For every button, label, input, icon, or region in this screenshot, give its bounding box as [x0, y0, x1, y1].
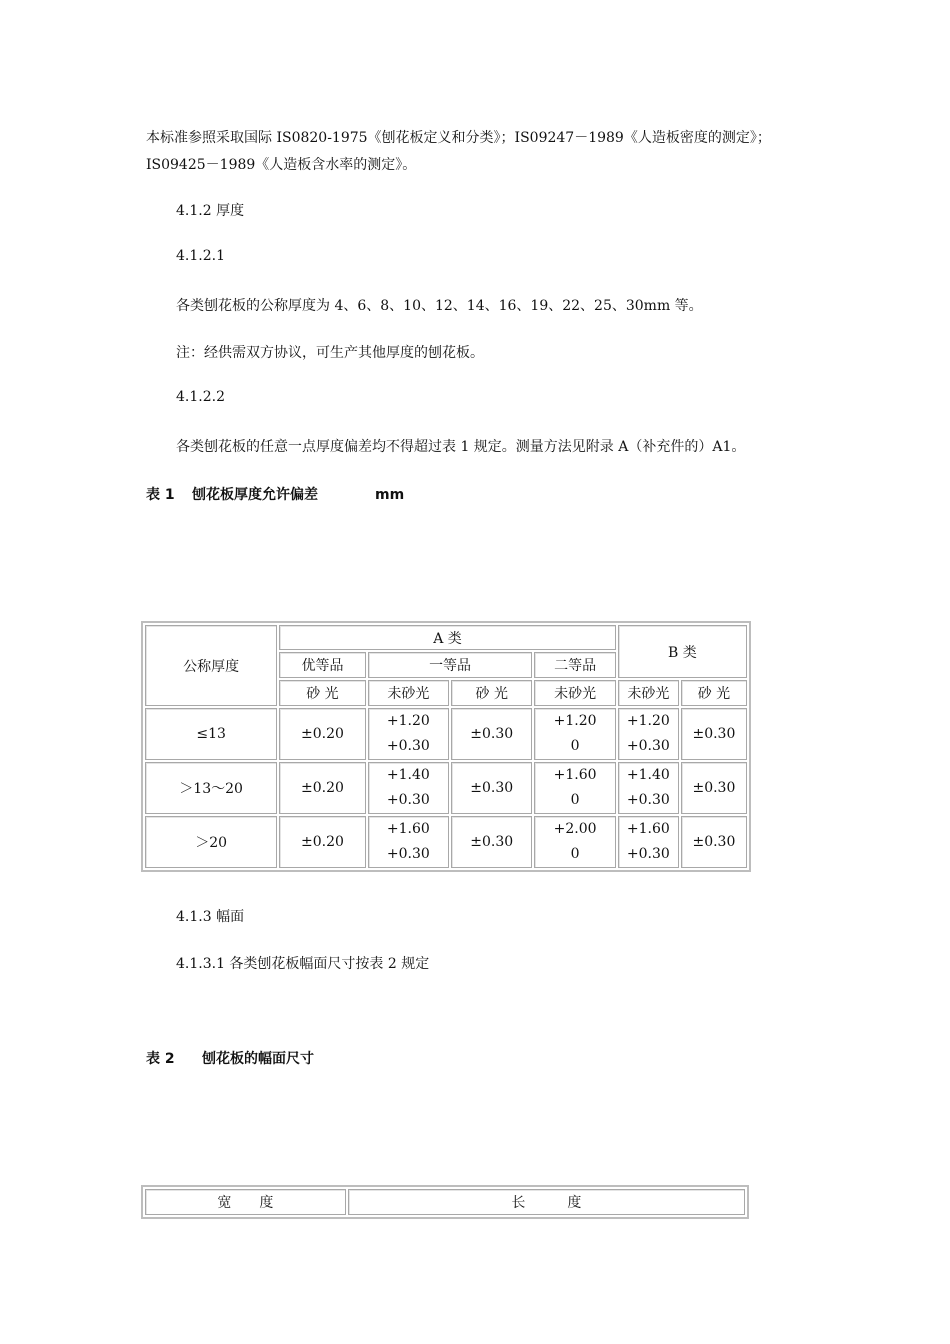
table1-caption-number: 表 1	[146, 487, 175, 503]
section-4-1-3-heading: 4.1.3 幅面	[176, 909, 245, 925]
panel-size-table	[141, 1185, 749, 1219]
header-class-a: A 类	[279, 625, 616, 650]
section-4-1-3-1-text: 4.1.3.1 各类刨花板幅面尺寸按表 2 规定	[176, 956, 430, 972]
section-4-1-2-1-heading: 4.1.2.1	[176, 248, 225, 264]
note-text: 注：经供需双方协议，可生产其他厚度的刨花板。	[176, 345, 484, 361]
value-lower: +0.30	[386, 792, 430, 808]
value-cell	[534, 762, 615, 814]
value-upper: +1.40	[386, 767, 430, 783]
table2-caption-title: 刨花板的幅面尺寸	[202, 1051, 314, 1067]
thickness-cell: ≤13	[145, 708, 277, 760]
section-4-1-2-2-text: 各类刨花板的任意一点厚度偏差均不得超过表 1 规定。测量方法见附录 A（补充件的）A1。	[176, 439, 746, 455]
value-cell: ±0.30	[681, 816, 747, 868]
value-cell: ±0.30	[451, 762, 532, 814]
value-upper: +1.20	[626, 713, 670, 729]
section-4-1-2-heading: 4.1.2 厚度	[176, 203, 245, 219]
value-upper: +2.00	[553, 821, 597, 837]
header-unsanded: 未砂光	[618, 680, 679, 706]
header-unsanded: 未砂光	[368, 680, 449, 706]
table1-caption-unit: mm	[375, 487, 405, 503]
section-4-1-2-1-text: 各类刨花板的公称厚度为 4、6、8、10、12、14、16、19、22、25、30mm 等。	[176, 298, 703, 314]
value-cell	[618, 762, 679, 814]
value-upper: +1.20	[553, 713, 597, 729]
value-cell: ±0.20	[279, 708, 365, 760]
value-upper: +1.20	[386, 713, 430, 729]
header-width: 宽 度	[145, 1189, 346, 1215]
value-lower: 0	[570, 792, 580, 808]
value-lower: +0.30	[386, 846, 430, 862]
table1-caption-title: 刨花板厚度允许偏差	[192, 487, 318, 503]
value-upper: +1.40	[626, 767, 670, 783]
value-cell	[368, 762, 449, 814]
value-lower: +0.30	[626, 846, 670, 862]
header-sanded: 砂 光	[681, 680, 747, 706]
table-row	[145, 708, 747, 760]
thickness-cell: ＞20	[145, 816, 277, 868]
header-sanded: 砂 光	[279, 680, 365, 706]
intro-line-2: IS09425－1989《人造板含水率的测定》。	[146, 157, 417, 173]
value-cell	[618, 708, 679, 760]
header-superior-grade: 优等品	[279, 652, 365, 678]
table-row	[145, 762, 747, 814]
value-cell: ±0.20	[279, 762, 365, 814]
value-cell	[368, 708, 449, 760]
thickness-cell: ＞13～20	[145, 762, 277, 814]
value-lower: 0	[570, 738, 580, 754]
value-upper: +1.60	[626, 821, 670, 837]
value-cell	[534, 816, 615, 868]
value-cell	[534, 708, 615, 760]
value-cell: ±0.20	[279, 816, 365, 868]
value-cell: ±0.30	[681, 708, 747, 760]
header-unsanded: 未砂光	[534, 680, 615, 706]
value-cell: ±0.30	[681, 762, 747, 814]
value-upper: +1.60	[386, 821, 430, 837]
value-cell	[618, 816, 679, 868]
value-cell: ±0.30	[451, 708, 532, 760]
value-lower: +0.30	[626, 792, 670, 808]
table2-caption-number: 表 2	[146, 1051, 175, 1067]
value-cell: ±0.30	[451, 816, 532, 868]
value-cell	[368, 816, 449, 868]
header-class-b: B 类	[618, 625, 747, 678]
value-lower: +0.30	[626, 738, 670, 754]
header-second-grade: 二等品	[534, 652, 615, 678]
section-4-1-2-2-heading: 4.1.2.2	[176, 389, 225, 405]
value-upper: +1.60	[553, 767, 597, 783]
intro-line-1: 本标准参照采取国际 IS0820-1975《刨花板定义和分类》；IS09247－1989《人造板密度的测定》；	[146, 130, 771, 146]
header-length: 长 度	[348, 1189, 745, 1215]
table-row	[145, 816, 747, 868]
header-first-grade: 一等品	[368, 652, 533, 678]
header-nominal-thickness: 公称厚度	[145, 625, 277, 706]
value-lower: +0.30	[386, 738, 430, 754]
value-lower: 0	[570, 846, 580, 862]
thickness-tolerance-table	[141, 621, 751, 872]
header-sanded: 砂 光	[451, 680, 532, 706]
table2-caption	[146, 1048, 314, 1068]
table1-caption	[146, 484, 404, 504]
